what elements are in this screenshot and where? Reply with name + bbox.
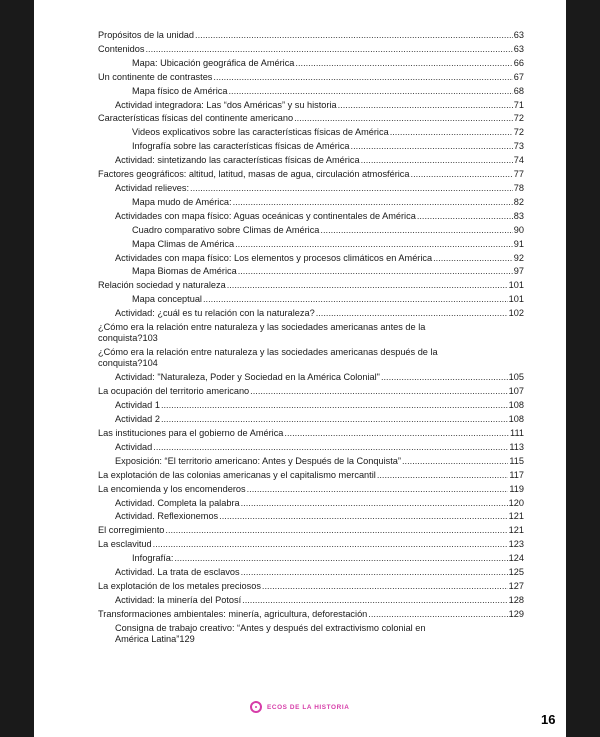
toc-entry-page: 101 (508, 280, 524, 291)
toc-entry (98, 293, 524, 307)
dot-leader (377, 469, 509, 483)
toc-entry-label: La ocupación del territorio americano (98, 386, 250, 397)
toc-entry-page: 113 (509, 441, 524, 452)
dot-leader (390, 126, 513, 140)
logo-ring-icon (250, 701, 262, 713)
logo-text: ECOS DE LA HISTORIA (267, 703, 350, 711)
toc-entry-page: 123 (508, 539, 524, 550)
toc-entry-page: 107 (508, 386, 524, 397)
toc-entry-page: 108 (508, 414, 524, 425)
toc-entry-page: 68 (513, 85, 524, 96)
toc-entry (98, 43, 524, 57)
toc-entry-page: 74 (513, 155, 524, 166)
dot-leader (247, 483, 509, 497)
toc-entry (98, 497, 524, 511)
dot-leader (294, 112, 513, 126)
toc-entry-label: Actividad 1 (115, 400, 160, 411)
toc-entry-label: Mapa conceptual (132, 294, 202, 305)
toc-entry-page: 105 (508, 372, 524, 383)
dot-leader (165, 524, 507, 538)
toc-entry (98, 85, 524, 99)
toc-entry-page: 104 (142, 358, 158, 369)
dot-leader (368, 608, 507, 622)
toc-entry-page: 115 (509, 455, 524, 466)
dot-leader (250, 385, 507, 399)
page-number: 16 (541, 712, 556, 727)
toc-entry-label-continued: conquista? (98, 358, 143, 369)
dot-leader (320, 224, 512, 238)
dot-leader (235, 238, 513, 252)
dot-leader (338, 99, 513, 113)
toc-entry-page: 119 (509, 483, 524, 494)
dot-leader (417, 210, 513, 224)
toc-entry-label: Actividad. La trata de esclavos (115, 567, 240, 578)
dot-leader (161, 413, 508, 427)
toc-entry-label: Actividad: la minería del Potosí (115, 594, 242, 605)
toc-entry (98, 427, 524, 441)
toc-entry-label: El corregimiento (98, 525, 165, 536)
dot-leader (174, 552, 507, 566)
toc-entry-page: 63 (513, 30, 524, 40)
toc-entry-label: Infografía sobre las características físicas de América (132, 141, 350, 152)
toc-entry-page: 129 (508, 608, 524, 619)
toc-entry (98, 265, 524, 279)
dot-leader (145, 43, 512, 57)
toc-entry-label: Actividad integradora: Las “dos Américas” y su historia (115, 99, 337, 110)
dot-leader (402, 455, 508, 469)
toc-entry-page: 71 (513, 99, 524, 110)
dot-leader (190, 182, 513, 196)
toc-entry-label: Mapa Biomas de América (132, 266, 237, 277)
toc-entry-label: Mapa mudo de América: (132, 196, 232, 207)
toc-entry-label: La esclavitud (98, 539, 152, 550)
toc-entry-label: La explotación de los metales preciosos (98, 580, 261, 591)
toc-entry (98, 168, 524, 182)
dot-leader (153, 538, 508, 552)
toc-entry-page: 77 (513, 169, 524, 180)
toc-entry-page: 91 (513, 238, 524, 249)
toc-entry-label: La encomienda y los encomenderos (98, 483, 246, 494)
toc-entry-page: 124 (508, 553, 524, 564)
toc-entry-label: Transformaciones ambientales: minería, agricultura, deforestación (98, 608, 368, 619)
toc-entry-label: Factores geográficos: altitud, latitud, masas de agua, circulación atmosférica (98, 169, 410, 180)
dot-leader (351, 140, 513, 154)
toc-entry (98, 224, 524, 238)
toc-entry-page: 103 (142, 333, 158, 344)
toc-entry-page: 121 (508, 511, 524, 522)
toc-entry-label: La explotación de las colonias americanas y el capitalismo mercantil (98, 469, 376, 480)
toc-entry-label: Mapa Climas de América (132, 238, 235, 249)
toc-entry (98, 347, 524, 370)
toc-entry-label: Actividad. Completa la palabra (115, 497, 240, 508)
dot-leader (316, 307, 508, 321)
toc-entry-page: 129 (179, 634, 195, 645)
toc-entry-page: 128 (508, 594, 524, 605)
toc-entry-label: Propósitos de la unidad (98, 30, 195, 40)
dot-leader (241, 566, 508, 580)
toc-entry (98, 455, 524, 469)
dot-leader (229, 85, 513, 99)
toc-entry-page: 127 (508, 580, 524, 591)
toc-entry-label: Mapa: Ubicación geográfica de América (132, 57, 295, 68)
toc-entry (98, 71, 524, 85)
dot-leader (233, 196, 513, 210)
toc-entry-page: 102 (508, 308, 524, 319)
toc-entry (98, 469, 524, 483)
toc-entry-label: Actividad: ¿cuál es tu relación con la naturaleza? (115, 308, 315, 319)
toc-entry (98, 182, 524, 196)
toc-entry (98, 594, 524, 608)
toc-entry-page: 121 (508, 525, 524, 536)
table-of-contents (98, 29, 524, 647)
toc-entry-label: Características físicas del continente americano (98, 113, 294, 124)
toc-entry (98, 322, 524, 345)
toc-entry-label: Actividades con mapa físico: Los elementos y procesos climáticos en América (115, 252, 433, 263)
toc-entry-label: Consigna de trabajo creativo: “Antes y después del extractivismo colonial en (115, 622, 426, 633)
toc-entry-label: Actividades con mapa físico: Aguas oceánicas y continentales de América (115, 210, 416, 221)
toc-entry-page: 82 (513, 196, 524, 207)
toc-entry-page: 117 (509, 469, 524, 480)
toc-entry (98, 510, 524, 524)
toc-entry-page: 66 (513, 57, 524, 68)
toc-entry-page: 63 (513, 43, 524, 54)
toc-entry (98, 29, 524, 43)
toc-entry (98, 154, 524, 168)
dot-leader (238, 265, 513, 279)
dot-leader (161, 399, 508, 413)
toc-entry-page: 125 (508, 567, 524, 578)
dot-leader (241, 497, 508, 511)
toc-entry-page: 90 (513, 224, 524, 235)
toc-entry-label: Un continente de contrastes (98, 71, 213, 82)
dot-leader (411, 168, 513, 182)
toc-entry (98, 57, 524, 71)
toc-entry-label: Cuadro comparativo sobre Climas de América (132, 224, 320, 235)
toc-entry (98, 252, 524, 266)
toc-entry-label: Relación sociedad y naturaleza (98, 280, 226, 291)
dot-leader (242, 594, 508, 608)
dot-leader (195, 29, 513, 43)
toc-entry-label: Actividad. Reflexionemos (115, 511, 219, 522)
dot-leader (361, 154, 513, 168)
toc-entry (98, 552, 524, 566)
toc-entry-label: Contenidos (98, 43, 145, 54)
footer-logo (250, 701, 349, 713)
toc-entry-label-continued: conquista? (98, 333, 143, 344)
toc-entry-page: 120 (508, 497, 524, 508)
toc-entry-label: Infografía: (132, 553, 174, 564)
dot-leader (153, 441, 508, 455)
toc-entry (98, 99, 524, 113)
dot-leader (213, 71, 512, 85)
toc-entry-page: 108 (508, 400, 524, 411)
dot-leader (262, 580, 508, 594)
dot-leader (381, 371, 508, 385)
dot-leader (203, 293, 508, 307)
toc-entry-page: 72 (513, 127, 524, 138)
toc-entry-label-continued: América Latina” (115, 634, 180, 645)
toc-entry-label: Mapa físico de América (132, 85, 228, 96)
toc-entry (98, 580, 524, 594)
toc-entry (98, 608, 524, 622)
toc-entry-page: 92 (513, 252, 524, 263)
toc-entry (98, 196, 524, 210)
toc-entry-label: Actividad 2 (115, 414, 160, 425)
toc-entry-label: Exposición: “El territorio americano: Antes y Después de la Conquista” (115, 455, 401, 466)
toc-entry (98, 385, 524, 399)
toc-entry-label: Actividad: "Naturaleza, Poder y Sociedad en la América Colonial" (115, 372, 380, 383)
toc-entry (98, 538, 524, 552)
dot-leader (227, 279, 508, 293)
toc-entry (98, 238, 524, 252)
toc-entry (98, 483, 524, 497)
dot-leader (433, 252, 513, 266)
toc-entry (98, 126, 524, 140)
toc-entry (98, 307, 524, 321)
dot-leader (284, 427, 509, 441)
toc-entry (98, 413, 524, 427)
toc-entry-label: Actividad (115, 441, 153, 452)
toc-entry-label: ¿Cómo era la relación entre naturaleza y las sociedades americanas antes de la (98, 321, 426, 332)
toc-entry-label: Las instituciones para el gobierno de América (98, 428, 284, 439)
toc-entry (98, 140, 524, 154)
toc-entry (98, 524, 524, 538)
toc-entry (98, 566, 524, 580)
toc-entry-label: ¿Cómo era la relación entre naturaleza y las sociedades americanas después de la (98, 346, 438, 357)
toc-entry-page: 67 (513, 71, 524, 82)
toc-entry (98, 112, 524, 126)
toc-entry-label: Actividad: sintetizando las características físicas de América (115, 155, 360, 166)
toc-entry-page: 101 (508, 294, 524, 305)
dot-leader (295, 57, 512, 71)
toc-entry-page: 83 (513, 210, 524, 221)
dot-leader (219, 510, 508, 524)
toc-entry (98, 399, 524, 413)
toc-entry (98, 441, 524, 455)
toc-entry (98, 623, 524, 646)
toc-entry-page: 97 (513, 266, 524, 277)
toc-entry-label: Actividad relieves: (115, 182, 190, 193)
toc-entry (98, 371, 524, 385)
toc-entry-page: 72 (513, 113, 524, 124)
toc-entry-label: Videos explicativos sobre las características físicas de América (132, 127, 389, 138)
toc-entry-page: 111 (510, 428, 524, 439)
toc-entry (98, 210, 524, 224)
toc-entry-page: 78 (513, 182, 524, 193)
toc-entry (98, 279, 524, 293)
toc-entry-page: 73 (513, 141, 524, 152)
